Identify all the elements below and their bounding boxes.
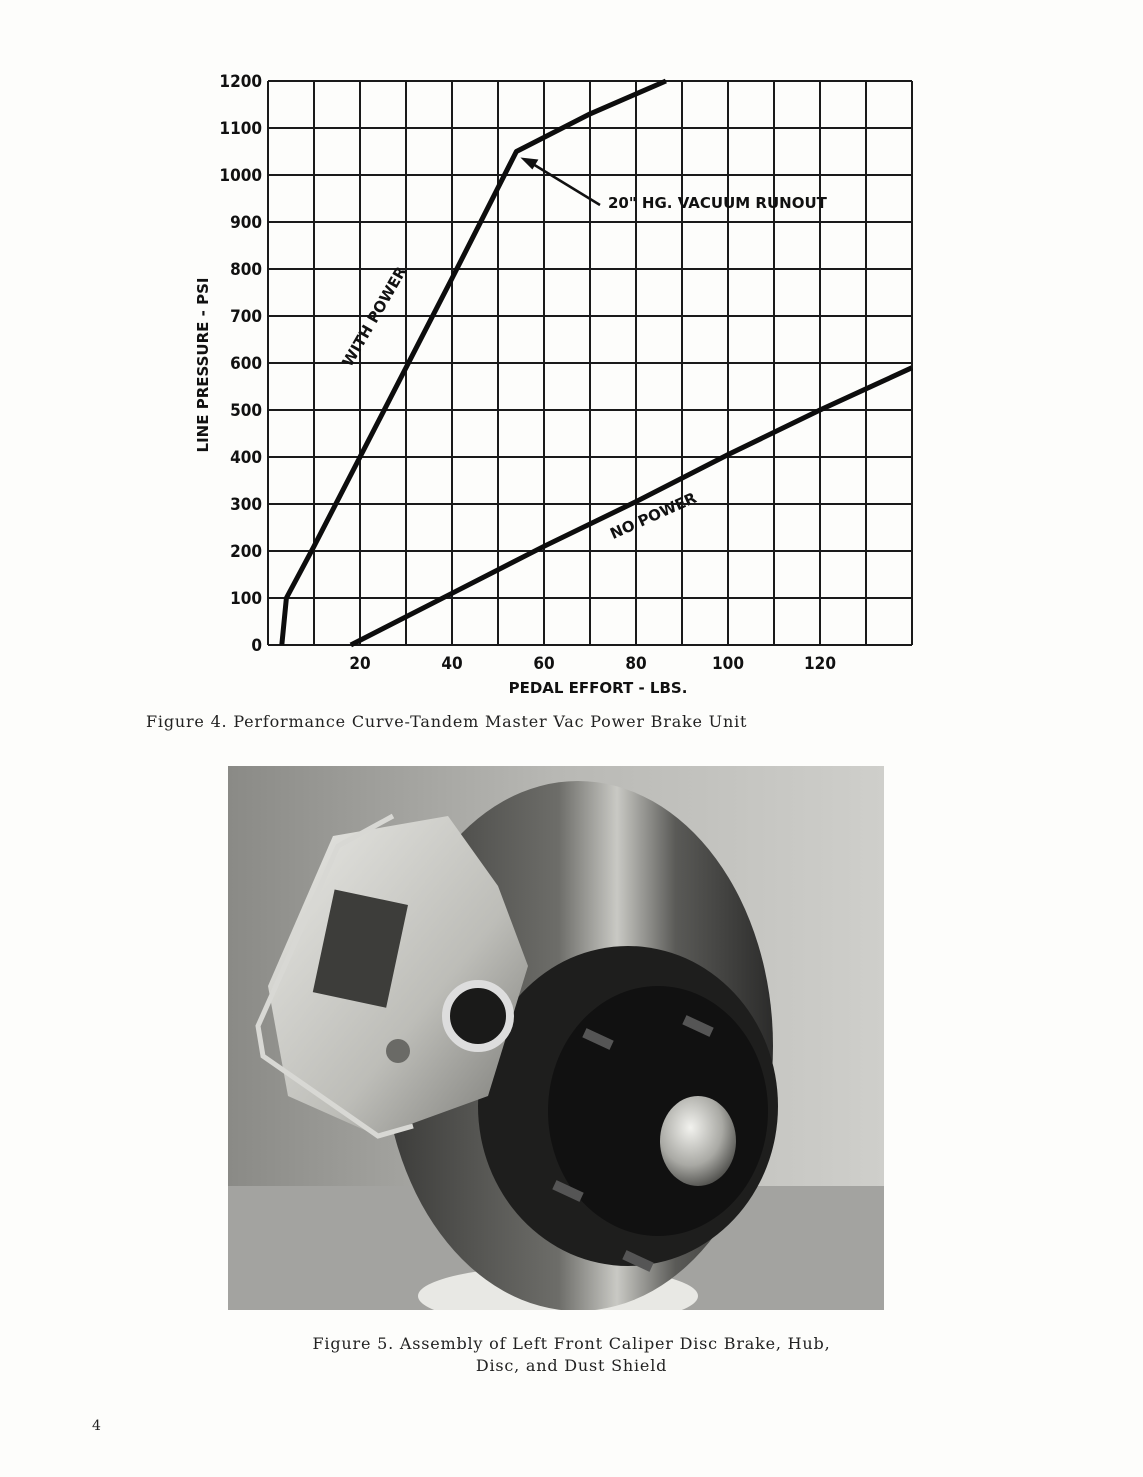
y-axis-ticks: [219, 72, 262, 656]
x-tick-label: 120: [804, 654, 836, 674]
y-tick-label: 200: [230, 542, 262, 562]
y-tick-label: 0: [251, 636, 262, 656]
y-tick-label: 100: [230, 589, 262, 609]
page-number: 4: [92, 1418, 101, 1434]
y-tick-label: 400: [230, 448, 262, 468]
figure-5-caption-line-2: Disc, and Dust Shield: [475, 1356, 668, 1375]
x-axis-label: PEDAL EFFORT - LBS.: [508, 679, 688, 697]
x-tick-label: 20: [349, 654, 371, 674]
x-tick-label: 100: [712, 654, 744, 674]
y-tick-label: 800: [230, 260, 262, 280]
y-tick-label: 1200: [219, 72, 262, 92]
x-tick-label: 60: [533, 654, 555, 674]
y-tick-label: 700: [230, 307, 262, 327]
figure-4-caption: Figure 4. Performance Curve-Tandem Master Vac Power Brake Unit: [146, 712, 748, 731]
y-tick-label: 600: [230, 354, 262, 374]
chart-grid: [268, 81, 912, 645]
annotation-vacuum-runout: 20" HG. VACUUM RUNOUT: [608, 194, 827, 212]
y-tick-label: 500: [230, 401, 262, 421]
x-axis-ticks: [349, 654, 836, 674]
annotation-arrowhead: [520, 158, 538, 170]
hub-dust-cap: [660, 1096, 736, 1186]
y-tick-label: 1000: [219, 166, 262, 186]
figure-5-caption: [0, 1333, 1143, 1377]
y-tick-label: 300: [230, 495, 262, 515]
x-tick-label: 40: [441, 654, 463, 674]
y-tick-label: 900: [230, 213, 262, 233]
series-label-with-power: WITH POWER: [338, 263, 411, 370]
y-tick-label: 1100: [219, 119, 262, 139]
x-tick-label: 80: [625, 654, 647, 674]
chart-annotations: [520, 158, 827, 213]
y-axis-label: LINE PRESSURE - PSI: [194, 277, 212, 453]
caliper-bleeder-bolt: [386, 1039, 410, 1063]
caliper-badge: [446, 984, 510, 1048]
series-label-no-power: NO POWER: [607, 488, 700, 543]
figure-5-caption-line-1: Figure 5. Assembly of Left Front Caliper Disc Brake, Hub,: [312, 1334, 831, 1353]
disc-brake-assembly-photo: [228, 766, 884, 1310]
